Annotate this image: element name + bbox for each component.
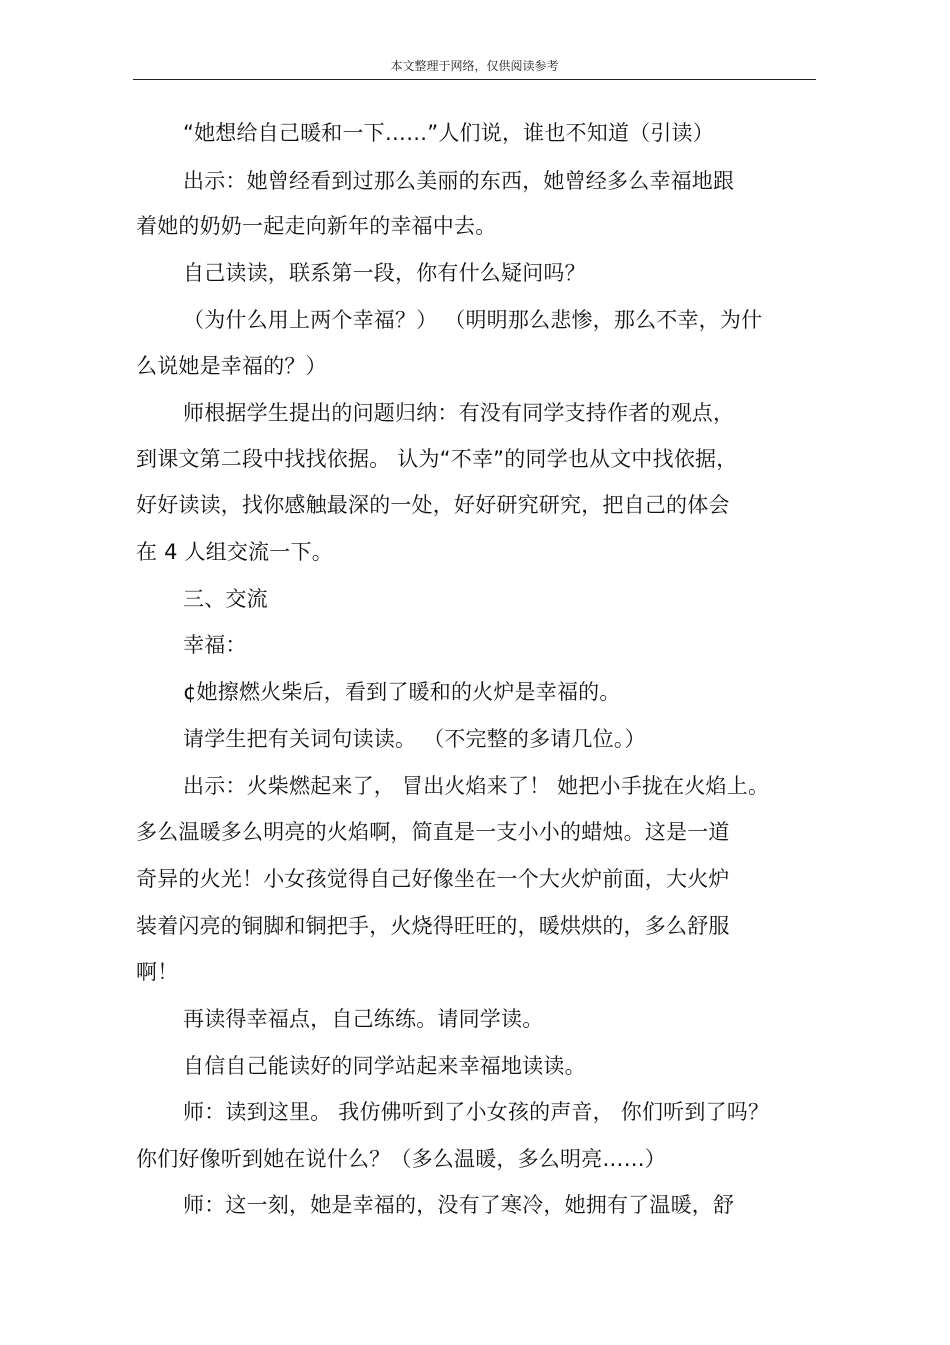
text-line: 请学生把有关词句读读。 （不完整的多请几位。）	[183, 727, 646, 751]
text-line: 师：这一刻，她是幸福的，没有了寒冷，她拥有了温暖，舒	[183, 1193, 735, 1217]
section-heading: 三、交流	[183, 587, 268, 611]
text-line: 到课文第二段中找找依据。 认为“不幸”的同学也从文中找依据，	[136, 447, 738, 471]
text-line: 着她的奶奶一起走向新年的幸福中去。	[136, 214, 497, 238]
text-line: 好好读读，找你感触最深的一处，好好研究研究，把自己的体会	[136, 493, 730, 517]
text-line: 师：读到这里。 我仿佛听到了小女孩的声音， 你们听到了吗？	[183, 1100, 770, 1124]
text-line: 自己读读，联系第一段，你有什么疑问吗？	[183, 261, 586, 285]
text-line: 在 4 人组交流一下。	[136, 540, 333, 564]
text-line: 么说她是幸福的？）	[136, 354, 327, 378]
text-line: ¢她擦燃火柴后，看到了暖和的火炉是幸福的。	[183, 680, 621, 704]
text-line: 师根据学生提出的问题归纳：有没有同学支持作者的观点，	[183, 401, 735, 425]
text-line: 自信自己能读好的同学站起来幸福地读读。	[183, 1054, 586, 1078]
page-header: 本文整理于网络，仅供阅读参考	[133, 57, 816, 80]
text-line: 出示：火柴燃起来了， 冒出火焰来了！ 她把小手拢在火焰上。	[183, 774, 770, 798]
text-line: “她想给自己暖和一下……”人们说，谁也不知道（引读）	[183, 121, 714, 145]
text-line: 出示：她曾经看到过那么美丽的东西，她曾经多么幸福地跟	[183, 169, 735, 193]
text-line: 再读得幸福点，自己练练。请同学读。	[183, 1007, 544, 1031]
text-line: （为什么用上两个幸福？） （明明那么悲惨，那么不幸，为什	[183, 308, 763, 332]
text-line: 幸福：	[183, 633, 247, 657]
text-line: 你们好像听到她在说什么？（多么温暖，多么明亮……）	[136, 1147, 666, 1171]
text-line: 啊！	[136, 960, 179, 984]
text-line: 奇异的火光！小女孩觉得自己好像坐在一个大火炉前面，大火炉	[136, 867, 730, 891]
text-line: 多么温暖多么明亮的火焰啊，简直是一支小小的蜡烛。这是一道	[136, 820, 730, 844]
text-line: 装着闪亮的铜脚和铜把手，火烧得旺旺的，暖烘烘的，多么舒服	[136, 914, 730, 938]
